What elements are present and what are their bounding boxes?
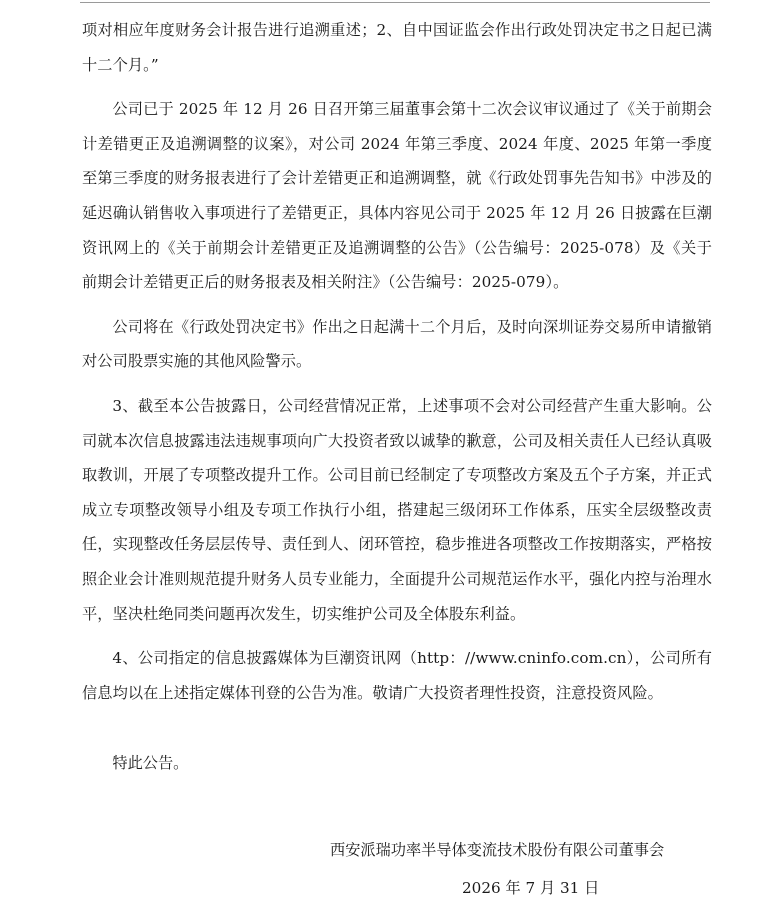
header-rule <box>80 2 710 3</box>
closing-statement: 特此公告。 <box>112 754 189 773</box>
paragraph-gap <box>82 710 712 746</box>
paragraph-restatement: 公司已于 2025 年 12 月 26 日召开第三届董事会第十二次会议审议通过了《关于前期会计差错更正及追溯调整的议案》，对公司 2024 年第三季度、2024 年度、2025 年第一季度至第三季度的财务报表进行了会计差错更正和追溯调整，就《行政处罚事先告知书》中涉及的延迟确认销售收入事项进行了差错更正，具体内容见公司于 2025 年 12 月 26 日披露在巨潮资讯网上的《关于前期会计差错更正及追溯调整的公告》（公告编号：2025-078）及《关于前期会计差错更正后的财务报表及相关附注》（公告编号：2025-079）。 <box>82 100 712 292</box>
signature-date: 2026 年 7 月 31 日 <box>462 879 600 897</box>
paragraph-item-4: 4、公司指定的信息披露媒体为巨潮资讯网（http：//www.cninfo.com.cn），公司所有信息均以在上述指定媒体刊登的公告为准。敬请广大投资者理性投资，注意投资风险。 <box>82 649 712 702</box>
paragraph-gap <box>82 631 712 641</box>
paragraph-gap <box>82 82 712 92</box>
paragraph-gap <box>82 300 712 310</box>
document-body <box>82 13 712 781</box>
paragraph-gap <box>82 379 712 389</box>
paragraph-risk-warning: 公司将在《行政处罚决定书》作出之日起满十二个月后，及时向深圳证券交易所申请撤销对公司股票实施的其他风险警示。 <box>82 317 712 371</box>
paragraph-continuation: 项对相应年度财务会计报告进行追溯重述；2、自中国证监会作出行政处罚决定书之日起已满十二个月。” <box>82 21 712 74</box>
signature-company: 西安派瑞功率半导体变流技术股份有限公司董事会 <box>330 841 665 859</box>
paragraph-item-3: 3、截至本公告披露日，公司经营情况正常，上述事项不会对公司经营产生重大影响。公司就本次信息披露违法违规事项向广大投资者致以诚挚的歉意，公司及相关责任人已经认真吸取教训，开展了专项整改提升工作。公司目前已经制定了专项整改方案及五个子方案，并正式成立专项整改领导小组及专项工作执行小组，搭建起三级闭环工作体系，压实全层级整改责任，实现整改任务层层传导、责任到人、闭环管控，稳步推进各项整改工作按期落实，严格按照企业会计准则规范提升财务人员专业能力，全面提升公司规范运作水平，强化内控与治理水平，坚决杜绝同类问题再次发生，切实维护公司及全体股东利益。 <box>82 396 712 623</box>
